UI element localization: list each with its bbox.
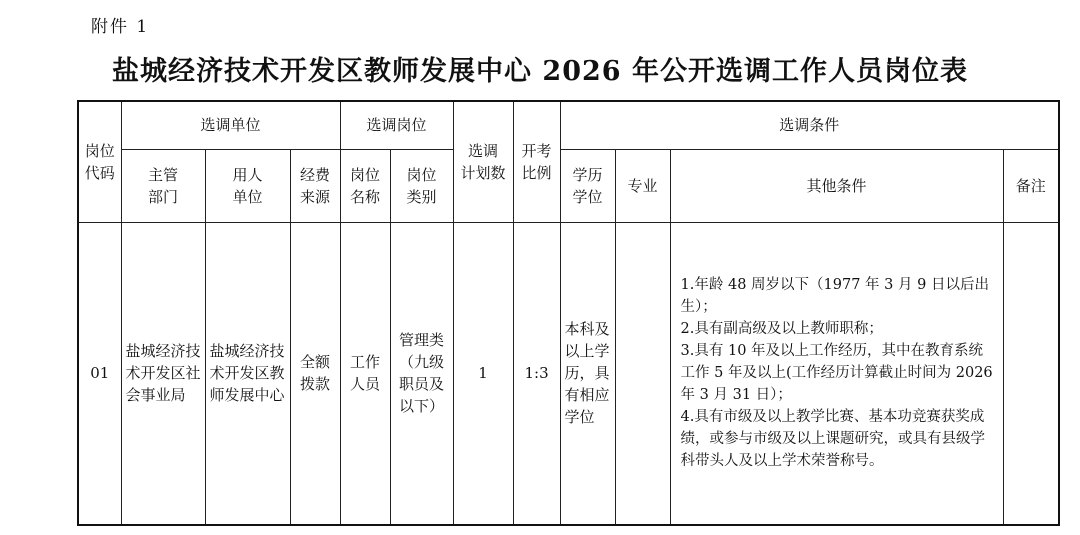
header-post-type: 岗位 类别 bbox=[390, 149, 453, 222]
cell-employer: 盐城经济技术开发区教师发展中心 bbox=[205, 222, 290, 525]
position-table bbox=[77, 100, 1060, 526]
cell-other-conditions bbox=[670, 222, 1003, 525]
cell-education: 本科及以上学历，具有相应学位 bbox=[560, 222, 615, 525]
header-post-group: 选调岗位 bbox=[340, 101, 453, 149]
cell-post-name: 工作人员 bbox=[340, 222, 390, 525]
cell-post-type: 管理类（九级职员及以下） bbox=[390, 222, 453, 525]
page-title: 盐城经济技术开发区教师发展中心 2026 年公开选调工作人员岗位表 bbox=[112, 56, 968, 87]
header-conditions-group: 选调条件 bbox=[560, 101, 1059, 149]
header-unit-group: 选调单位 bbox=[121, 101, 340, 149]
header-plan-count: 选调 计划数 bbox=[453, 101, 513, 222]
cell-remarks bbox=[1003, 222, 1059, 525]
header-major: 专业 bbox=[615, 149, 670, 222]
condition-item: 2.具有副高级及以上教师职称； bbox=[680, 321, 883, 338]
cell-exam-ratio: 1:3 bbox=[513, 222, 560, 525]
header-post-name: 岗位 名称 bbox=[340, 149, 390, 222]
header-funding: 经费 来源 bbox=[290, 149, 340, 222]
condition-item: 1.年龄 48 周岁以下（1977 年 3 月 9 日以后出生）； bbox=[680, 277, 989, 316]
header-remarks: 备注 bbox=[1003, 149, 1059, 222]
attachment-label: 附件 1 bbox=[91, 17, 150, 37]
header-other-conditions: 其他条件 bbox=[670, 149, 1003, 222]
condition-item: 3.具有 10 年及以上工作经历，其中在教育系统工作 5 年及以上(工作经历计算截止时间为 2026 年 3 月 31 日）； bbox=[680, 343, 993, 404]
cell-funding: 全额拨款 bbox=[290, 222, 340, 525]
header-supervisor: 主管 部门 bbox=[121, 149, 205, 222]
header-employer: 用人 单位 bbox=[205, 149, 290, 222]
table-row bbox=[78, 222, 1059, 525]
header-exam-ratio: 开考 比例 bbox=[513, 101, 560, 222]
cell-post-code: 01 bbox=[78, 222, 121, 525]
cell-supervisor: 盐城经济技术开发区社会事业局 bbox=[121, 222, 205, 525]
header-education: 学历 学位 bbox=[560, 149, 615, 222]
header-post-code: 岗位 代码 bbox=[78, 101, 121, 222]
cell-plan-count: 1 bbox=[453, 222, 513, 525]
cell-major bbox=[615, 222, 670, 525]
condition-item: 4.具有市级及以上教学比赛、基本功竞赛获奖成绩，或参与市级及以上课题研究，或具有县级学科带头人及以上学术荣誉称号。 bbox=[680, 409, 986, 470]
